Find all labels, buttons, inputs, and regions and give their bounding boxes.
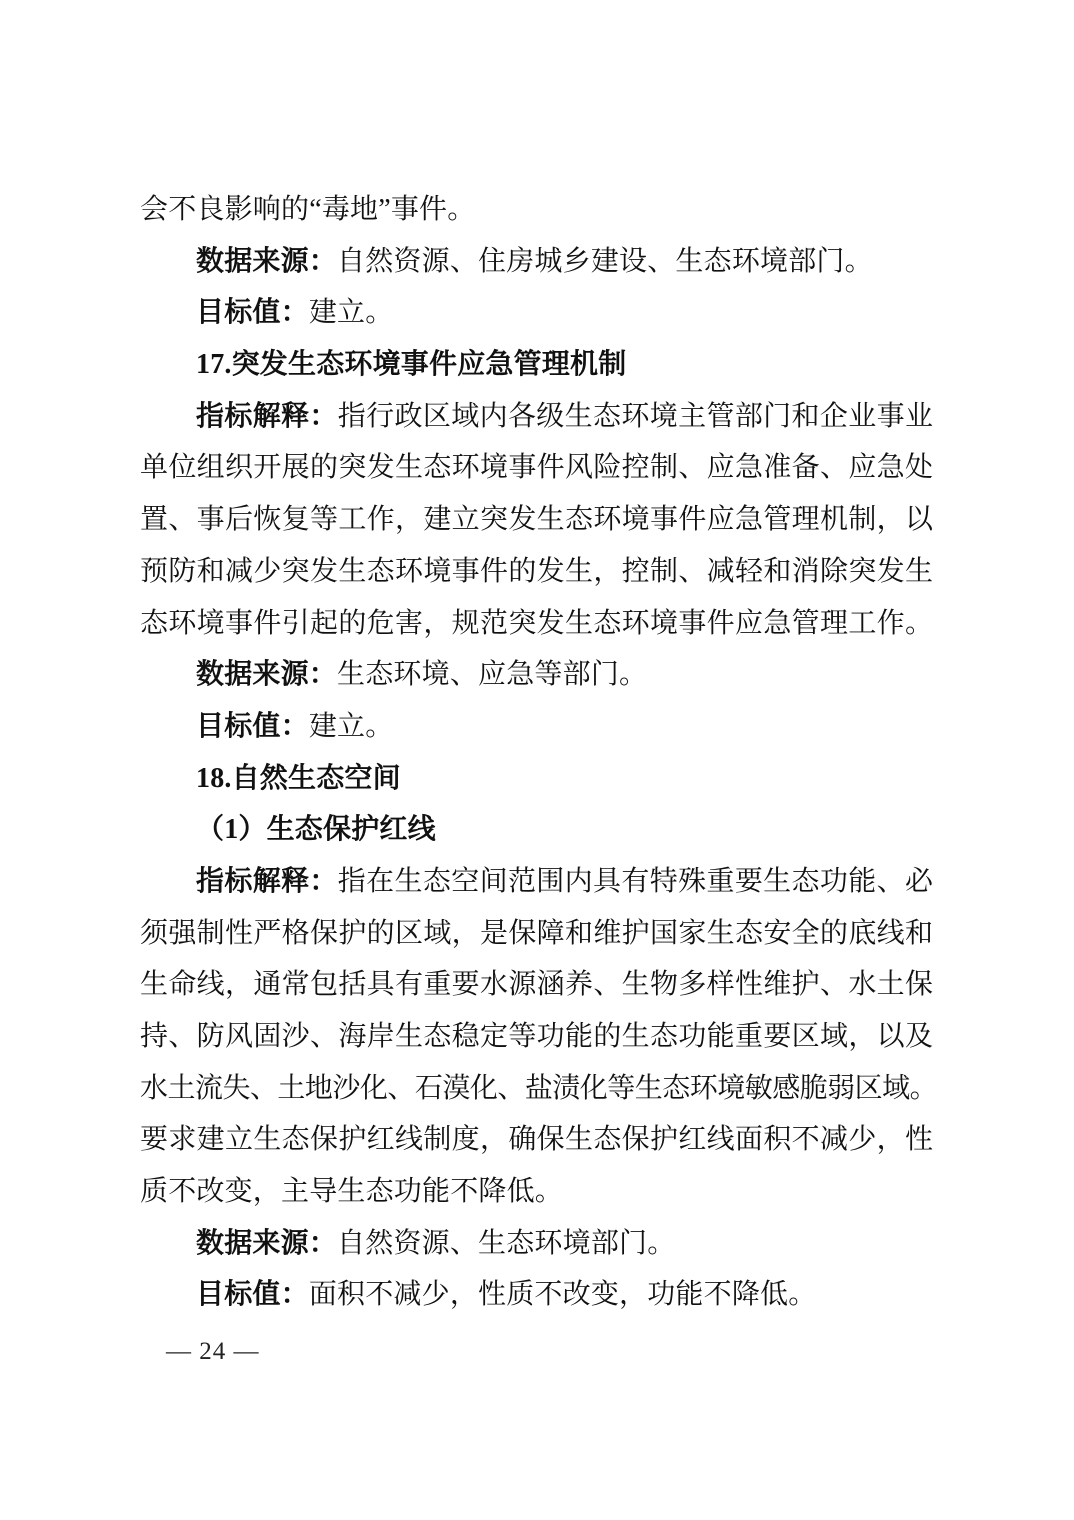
line-text: 指行政区域内各级生态环境主管部门和企业事业 <box>337 400 933 432</box>
field-label: 目标值： <box>196 1279 309 1311</box>
line-text: 自然资源、住房城乡建设、生态环境部门。 <box>337 245 873 277</box>
text-line <box>140 184 933 236</box>
text-line <box>140 959 933 1011</box>
field-label: 数据来源： <box>196 245 338 277</box>
line-text: 17.突发生态环境事件应急管理机制 <box>196 349 627 381</box>
section-heading <box>140 804 933 856</box>
line-text: 建立。 <box>308 710 394 742</box>
text-line <box>140 701 933 753</box>
field-label: 数据来源： <box>196 1227 338 1259</box>
text-line <box>140 546 933 598</box>
text-line <box>140 1011 933 1063</box>
page-number: — 24 — <box>166 1338 260 1365</box>
line-text: 生态环境、应急等部门。 <box>337 659 648 691</box>
field-label: 目标值： <box>196 710 309 742</box>
text-line <box>140 391 933 443</box>
field-label: 指标解释： <box>196 865 338 897</box>
field-label: 数据来源： <box>196 659 338 691</box>
line-text: 自然资源、生态环境部门。 <box>337 1227 676 1259</box>
text-line <box>140 1218 933 1270</box>
text-line <box>140 1063 938 1115</box>
text-line <box>140 598 933 650</box>
text-line <box>140 287 933 339</box>
line-text: 预防和减少突发生态环境事件的发生，控制、减轻和消除突发生 <box>140 555 933 587</box>
field-label: 指标解释： <box>196 400 338 432</box>
section-heading <box>140 753 933 805</box>
text-line <box>140 494 933 546</box>
text-line <box>140 1114 933 1166</box>
section-heading <box>140 339 933 391</box>
text-line <box>140 442 933 494</box>
text-line <box>140 1269 933 1321</box>
line-text: 单位组织开展的突发生态环境事件风险控制、应急准备、应急处 <box>140 452 933 484</box>
text-line <box>140 1166 933 1218</box>
line-text: 态环境事件引起的危害，规范突发生态环境事件应急管理工作。 <box>140 607 933 639</box>
line-text: 生命线，通常包括具有重要水源涵养、生物多样性维护、水土保 <box>140 969 933 1001</box>
text-line <box>140 908 933 960</box>
line-text: 水土流失、土地沙化、石漠化、盐渍化等生态环境敏感脆弱区域。 <box>140 1072 938 1104</box>
text-line <box>140 649 933 701</box>
line-text: 持、防风固沙、海岸生态稳定等功能的生态功能重要区域，以及 <box>140 1021 933 1052</box>
document-body <box>140 184 938 1321</box>
line-text: 会不良影响的“毒地”事件。 <box>140 194 476 225</box>
line-text: 要求建立生态保护红线制度，确保生态保护红线面积不减少，性 <box>140 1124 933 1156</box>
line-text: （1）生态保护红线 <box>196 814 436 846</box>
line-text: 指在生态空间范围内具有特殊重要生态功能、必 <box>337 865 933 897</box>
line-text: 质不改变，主导生态功能不降低。 <box>140 1176 564 1208</box>
page-footer <box>166 1336 260 1368</box>
line-text: 建立。 <box>308 297 394 329</box>
text-line <box>140 856 933 908</box>
text-line <box>140 236 933 288</box>
field-label: 目标值： <box>196 297 309 329</box>
line-text: 须强制性严格保护的区域，是保障和维护国家生态安全的底线和 <box>140 917 933 949</box>
line-text: 面积不减少，性质不改变，功能不降低。 <box>308 1279 817 1311</box>
line-text: 置、事后恢复等工作，建立突发生态环境事件应急管理机制，以 <box>140 504 933 536</box>
line-text: 18.自然生态空间 <box>196 762 401 794</box>
